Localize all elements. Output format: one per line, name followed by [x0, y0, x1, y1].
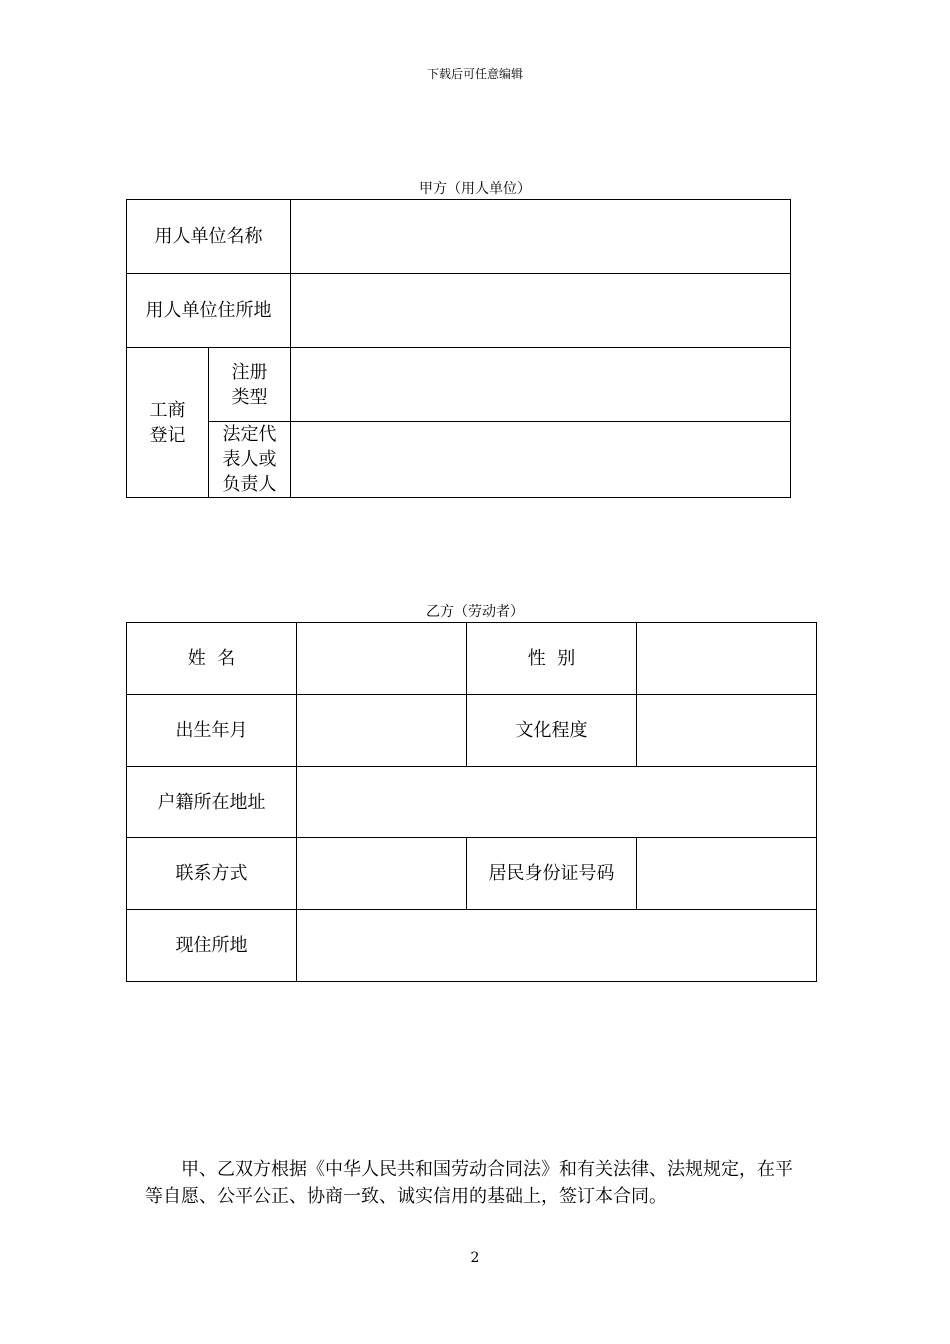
registration-type-field[interactable] [291, 348, 791, 422]
education-label: 文化程度 [467, 695, 637, 767]
birth-label: 出生年月 [127, 695, 297, 767]
registration-type-label: 注册 类型 [209, 348, 291, 422]
legal-rep-field[interactable] [291, 422, 791, 498]
residence-label: 现住所地 [127, 910, 297, 982]
id-number-field[interactable] [637, 838, 817, 910]
gender-field[interactable] [637, 623, 817, 695]
party-a-table [126, 199, 791, 498]
household-label: 户籍所在地址 [127, 767, 297, 838]
employer-name-field[interactable] [291, 200, 791, 274]
business-registration-label: 工商 登记 [127, 348, 209, 498]
contact-field[interactable] [297, 838, 467, 910]
household-field[interactable] [297, 767, 817, 838]
party-a-caption: 甲方（用人单位） [419, 181, 531, 197]
id-number-label: 居民身份证号码 [467, 838, 637, 910]
contract-preamble [145, 1156, 810, 1210]
name-field[interactable] [297, 623, 467, 695]
contact-label: 联系方式 [127, 838, 297, 910]
header-note: 下载后可任意编辑 [426, 67, 523, 81]
employer-address-field[interactable] [291, 274, 791, 348]
gender-label: 性 别 [467, 623, 637, 695]
legal-rep-label: 法定代 表人或 负责人 [209, 422, 291, 498]
employer-address-label: 用人单位住所地 [127, 274, 291, 348]
page-number: 2 [470, 1250, 480, 1266]
employer-name-label: 用人单位名称 [127, 200, 291, 274]
party-b-table [126, 622, 817, 982]
name-label: 姓 名 [127, 623, 297, 695]
birth-field[interactable] [297, 695, 467, 767]
residence-field[interactable] [297, 910, 817, 982]
preamble-text: 甲、乙双方根据《中华人民共和国劳动合同法》和有关法律、法规规定，在平等自愿、公平公正、协商一致、诚实信用的基础上，签订本合同。 [145, 1159, 793, 1207]
education-field[interactable] [637, 695, 817, 767]
party-b-caption: 乙方（劳动者） [426, 604, 524, 620]
